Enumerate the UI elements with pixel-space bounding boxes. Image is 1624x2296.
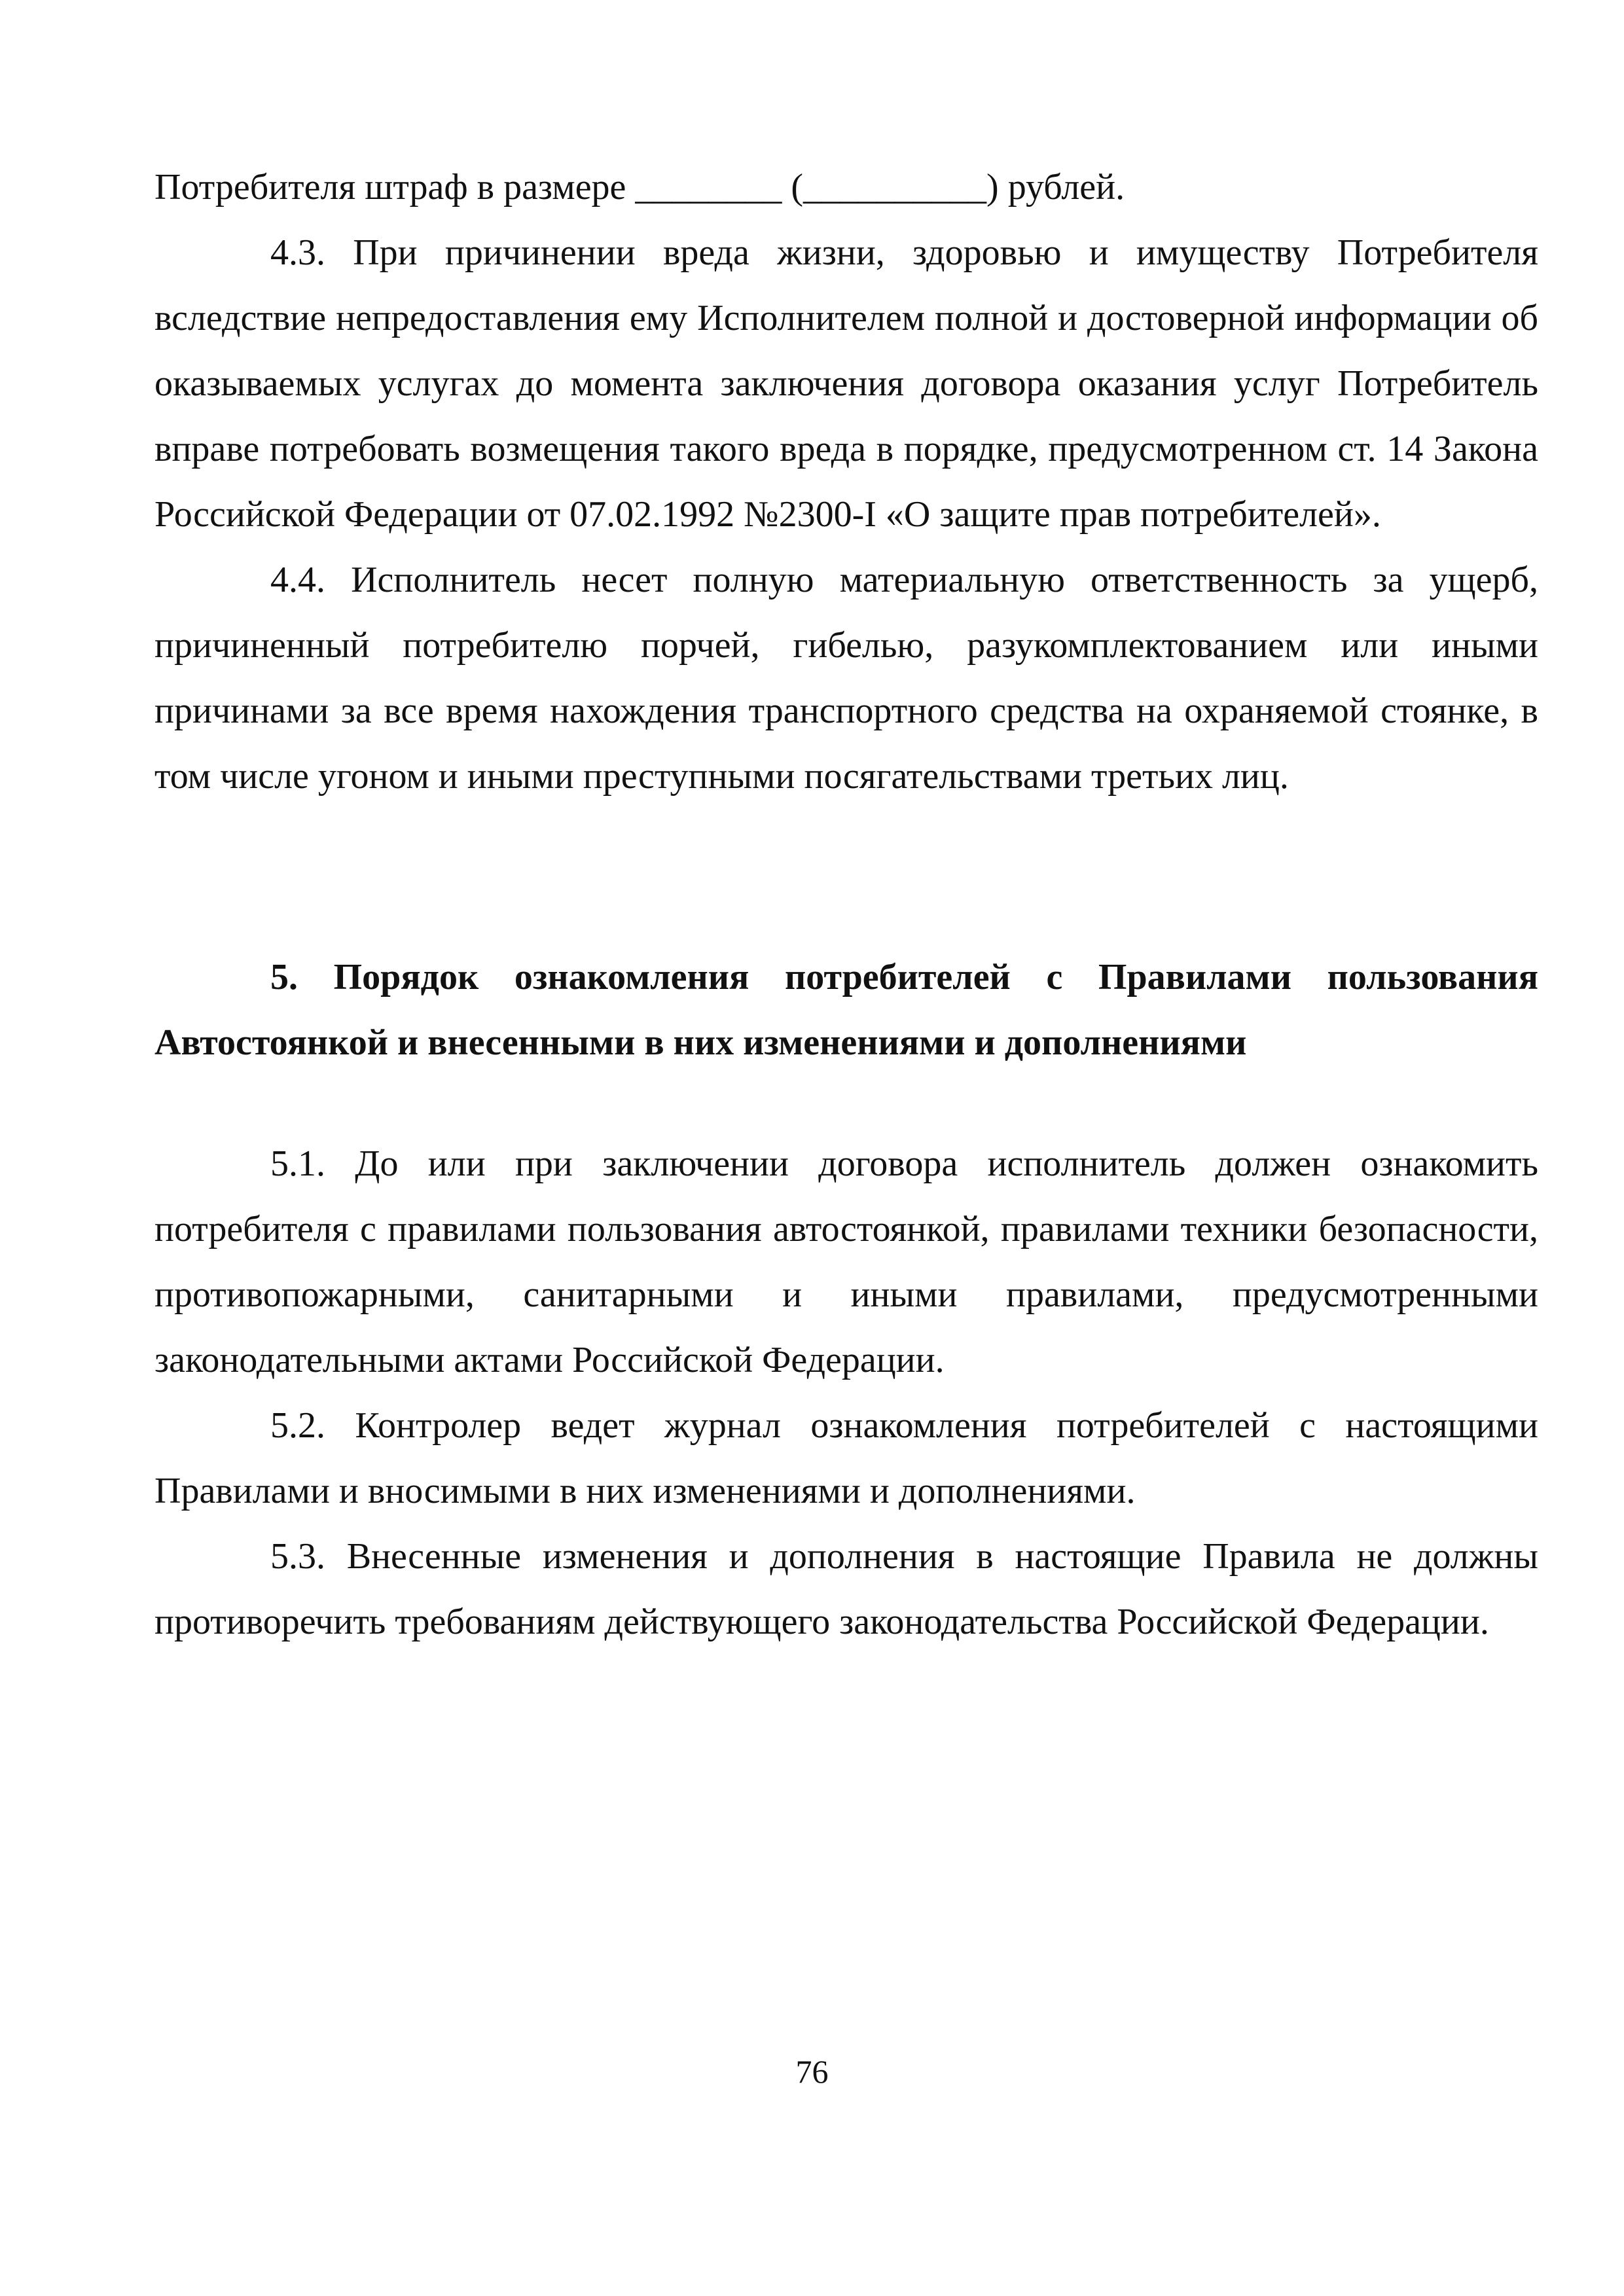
section-5-body xyxy=(154,1131,1538,1655)
section-4-continuation xyxy=(154,154,1538,809)
paragraph-clause-5-2: 5.2. Контролер ведет журнал ознакомления потребителей с настоящими Правилами и вносимыми в них изменениями и дополнениями. xyxy=(154,1405,1538,1511)
paragraph-clause-4-3: 4.3. При причинении вреда жизни, здоровью и имуществу Потребителя вследствие непредоставления ему Исполнителем полной и достоверной информации об оказываемых услугах до момента заключения договора оказания услуг Потребитель вправе потребовать возмещения такого вреда в порядке, предусмотренном ст. 14 Закона Российской Федерации от 07.02.1992 №2300-I «О защите прав потребителей». xyxy=(154,232,1538,535)
paragraph-clause-4-4: 4.4. Исполнитель несет полную материальную ответственность за ущерб, причиненный потребителю порчей, гибелью, разукомплектованием или иными причинами за все время нахождения транспортного средства на охраняемой стоянке, в том числе угоном и иными преступными посягательствами третьих лиц. xyxy=(154,560,1538,797)
paragraph-clause-5-1: 5.1. До или при заключении договора исполнитель должен ознакомить потребителя с правилами пользования автостоянкой, правилами техники безопасности, противопожарными, санитарными и иными правилами, предусмотренными законодательными актами Российской Федерации. xyxy=(154,1143,1538,1380)
paragraph-continuation: Потребителя штраф в размере ________ (__________) рублей. xyxy=(154,167,1125,207)
section-5-heading-block xyxy=(154,944,1538,1075)
paragraph-clause-5-3: 5.3. Внесенные изменения и дополнения в настоящие Правила не должны противоречить требованиям действующего законодательства Российской Федерации. xyxy=(154,1536,1538,1642)
page-number: 76 xyxy=(795,2053,829,2090)
section-5-title: 5. Порядок ознакомления потребителей с Правилами пользования Автостоянкой и внесенными в них изменениями и дополнениями xyxy=(154,957,1538,1063)
